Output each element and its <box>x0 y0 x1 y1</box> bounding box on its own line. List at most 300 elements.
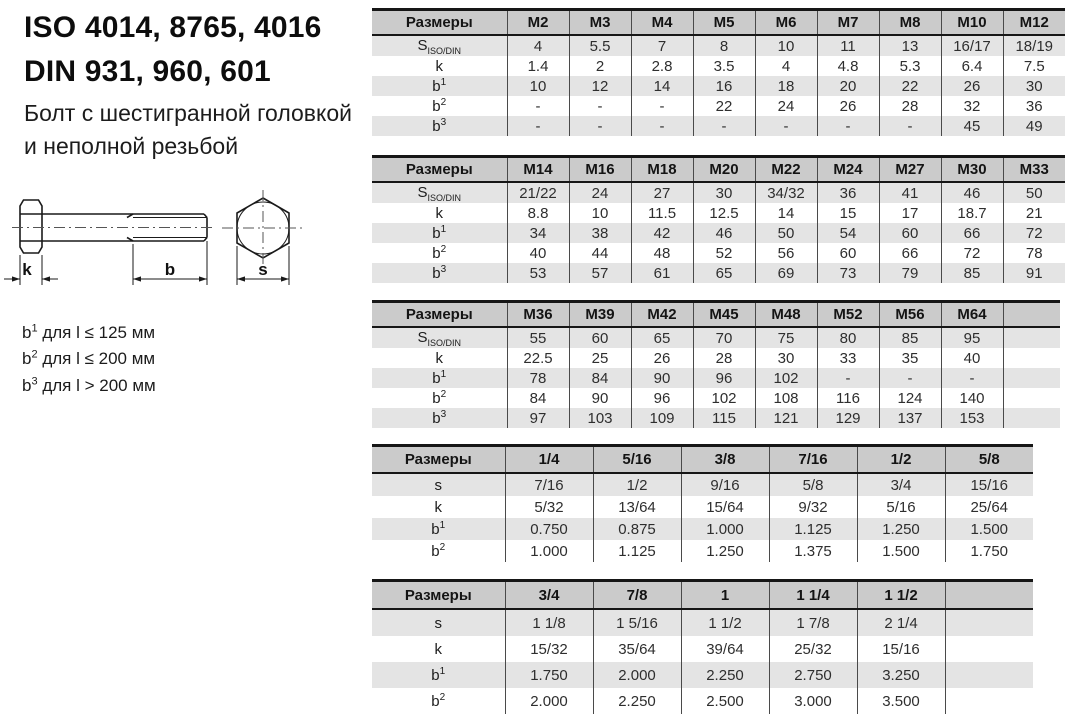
value-cell: 2.000 <box>593 662 681 688</box>
value-cell: 3.500 <box>857 688 945 714</box>
value-cell: 102 <box>693 388 755 408</box>
value-cell: 26 <box>941 76 1003 96</box>
value-cell: - <box>941 368 1003 388</box>
value-cell: 27 <box>631 182 693 203</box>
value-cell: 65 <box>693 263 755 283</box>
table-row <box>372 182 1065 203</box>
dimension-k <box>4 255 58 285</box>
size-column-header: M48 <box>755 302 817 328</box>
row-label: k <box>434 640 442 658</box>
table-row <box>372 540 1033 562</box>
empty-cell <box>945 662 1033 688</box>
value-cell: - <box>755 116 817 136</box>
value-cell: 16/17 <box>941 35 1003 56</box>
value-cell: 53 <box>507 263 569 283</box>
value-cell: 24 <box>569 182 631 203</box>
empty-cell <box>945 636 1033 662</box>
size-column-header: 7/16 <box>769 446 857 474</box>
table-row <box>372 243 1065 263</box>
row-label: k <box>435 57 443 75</box>
size-column-header: M45 <box>693 302 755 328</box>
value-cell: 78 <box>507 368 569 388</box>
size-column-header: M5 <box>693 10 755 36</box>
empty-cell <box>1003 327 1060 348</box>
row-label: $b^2$ <box>431 692 446 710</box>
empty-header-cell <box>1003 302 1060 328</box>
value-cell: 1.750 <box>505 662 593 688</box>
row-label: $S_{ISO/DIN}$ <box>417 328 462 348</box>
value-cell: 54 <box>817 223 879 243</box>
size-column-header: M36 <box>507 302 569 328</box>
empty-cell <box>1003 408 1060 428</box>
value-cell: 46 <box>941 182 1003 203</box>
table-metric-m2-m12 <box>372 8 1065 136</box>
value-cell: 121 <box>755 408 817 428</box>
value-cell: 50 <box>1003 182 1065 203</box>
row-label: s <box>434 614 442 632</box>
size-column-header: M42 <box>631 302 693 328</box>
value-cell: - <box>507 116 569 136</box>
value-cell: 60 <box>569 327 631 348</box>
row-label: $S_{ISO/DIN}$ <box>417 36 462 56</box>
size-column-header: M8 <box>879 10 941 36</box>
value-cell: 6.4 <box>941 56 1003 76</box>
value-cell: 15/32 <box>505 636 593 662</box>
row-label: $b^2$ <box>431 542 446 560</box>
value-cell: 137 <box>879 408 941 428</box>
value-cell: 1 1/2 <box>681 609 769 636</box>
value-cell: 15/16 <box>857 636 945 662</box>
table-row <box>372 348 1060 368</box>
value-cell: 73 <box>817 263 879 283</box>
header-row <box>372 10 1065 36</box>
value-cell: 1.000 <box>681 518 769 540</box>
product-description-line1: Болт с шестигранной головкой <box>24 100 352 126</box>
table-row <box>372 609 1033 636</box>
value-cell: 2 <box>569 56 631 76</box>
value-cell: 102 <box>755 368 817 388</box>
value-cell: 1.500 <box>857 540 945 562</box>
value-cell: 25/32 <box>769 636 857 662</box>
value-cell: 36 <box>1003 96 1065 116</box>
row-label: $b^2$ <box>432 97 447 115</box>
value-cell: 28 <box>693 348 755 368</box>
value-cell: 72 <box>1003 223 1065 243</box>
value-cell: 30 <box>693 182 755 203</box>
value-cell: 35/64 <box>593 636 681 662</box>
value-cell: 60 <box>879 223 941 243</box>
value-cell: 30 <box>1003 76 1065 96</box>
tables-panel <box>372 0 1067 720</box>
value-cell: 22 <box>879 76 941 96</box>
value-cell: 57 <box>569 263 631 283</box>
empty-cell <box>1003 388 1060 408</box>
size-column-header: 5/8 <box>945 446 1033 474</box>
size-column-header: M22 <box>755 157 817 183</box>
value-cell: 2.250 <box>593 688 681 714</box>
value-cell: 109 <box>631 408 693 428</box>
standards-title <box>24 6 322 94</box>
value-cell: 12 <box>569 76 631 96</box>
value-cell: 14 <box>755 203 817 223</box>
size-column-header: M10 <box>941 10 1003 36</box>
value-cell: 1.125 <box>769 518 857 540</box>
value-cell: 45 <box>941 116 1003 136</box>
row-label: $b^1$ <box>432 224 447 242</box>
size-column-header: M7 <box>817 10 879 36</box>
size-column-header: 1 <box>681 581 769 610</box>
value-cell: 21/22 <box>507 182 569 203</box>
table-row <box>372 636 1033 662</box>
value-cell: 103 <box>569 408 631 428</box>
product-description-line2: и неполной резьбой <box>24 132 239 159</box>
value-cell: 1 7/8 <box>769 609 857 636</box>
value-cell: 26 <box>817 96 879 116</box>
value-cell: 7.5 <box>1003 56 1065 76</box>
value-cell: - <box>817 368 879 388</box>
value-cell: 69 <box>755 263 817 283</box>
row-label: $b^1$ <box>431 520 446 538</box>
value-cell: 25 <box>569 348 631 368</box>
row-label: $b^3$ <box>432 409 447 427</box>
table-row <box>372 408 1060 428</box>
value-cell: 129 <box>817 408 879 428</box>
value-cell: 0.875 <box>593 518 681 540</box>
value-cell: - <box>569 96 631 116</box>
value-cell: 4 <box>755 56 817 76</box>
value-cell: 5.3 <box>879 56 941 76</box>
table-row <box>372 116 1065 136</box>
row-label: k <box>435 349 443 367</box>
value-cell: 75 <box>755 327 817 348</box>
table-row <box>372 518 1033 540</box>
value-cell: 2.750 <box>769 662 857 688</box>
value-cell: 35 <box>879 348 941 368</box>
row-label-header: Размеры <box>372 157 507 183</box>
size-column-header: M33 <box>1003 157 1065 183</box>
value-cell: 21 <box>1003 203 1065 223</box>
value-cell: 5/8 <box>769 473 857 496</box>
value-cell: 8 <box>693 35 755 56</box>
row-label: $b^1$ <box>432 369 447 387</box>
value-cell: 61 <box>631 263 693 283</box>
value-cell: 5.5 <box>569 35 631 56</box>
note-b1: $b^1$ для l ≤ 125 мм <box>22 322 156 342</box>
bolt-technical-drawing <box>0 183 330 308</box>
value-cell: 85 <box>941 263 1003 283</box>
row-label: $b^2$ <box>432 389 447 407</box>
table-imperial-threequarter-to-oneandhalf <box>372 579 1033 714</box>
value-cell: 22 <box>693 96 755 116</box>
table-imperial-quarter-to-fiveeighths <box>372 444 1033 562</box>
value-cell: 33 <box>817 348 879 368</box>
value-cell: 34 <box>507 223 569 243</box>
empty-header-cell <box>945 581 1033 610</box>
size-column-header: M12 <box>1003 10 1065 36</box>
size-column-header: 7/8 <box>593 581 681 610</box>
value-cell: 2.000 <box>505 688 593 714</box>
size-column-header: M56 <box>879 302 941 328</box>
table-row <box>372 368 1060 388</box>
empty-cell <box>1003 368 1060 388</box>
value-cell: 1 5/16 <box>593 609 681 636</box>
size-column-header: 3/4 <box>505 581 593 610</box>
value-cell: - <box>879 116 941 136</box>
row-label: $b^1$ <box>432 77 447 95</box>
table-row <box>372 496 1033 518</box>
value-cell: 72 <box>941 243 1003 263</box>
value-cell: 66 <box>879 243 941 263</box>
value-cell: 28 <box>879 96 941 116</box>
value-cell: 36 <box>817 182 879 203</box>
table-row <box>372 56 1065 76</box>
row-label: $b^3$ <box>432 264 447 282</box>
value-cell: 49 <box>1003 116 1065 136</box>
note-b2: $b^2$ для l ≤ 200 мм <box>22 348 156 369</box>
empty-cell <box>945 688 1033 714</box>
note-b2-sup: 2 <box>31 348 38 361</box>
value-cell: 5/16 <box>857 496 945 518</box>
value-cell: 90 <box>631 368 693 388</box>
bolt-side-view <box>4 200 216 285</box>
value-cell: 3/4 <box>857 473 945 496</box>
value-cell: 3.5 <box>693 56 755 76</box>
value-cell: 13/64 <box>593 496 681 518</box>
value-cell: 55 <box>507 327 569 348</box>
value-cell: 1.375 <box>769 540 857 562</box>
dimension-b-label: b <box>164 260 176 279</box>
value-cell: 140 <box>941 388 1003 408</box>
value-cell: 40 <box>507 243 569 263</box>
value-cell: 7 <box>631 35 693 56</box>
value-cell: 3.250 <box>857 662 945 688</box>
dimension-k-label: k <box>22 260 32 279</box>
value-cell: 84 <box>569 368 631 388</box>
value-cell: 115 <box>693 408 755 428</box>
value-cell: 18/19 <box>1003 35 1065 56</box>
row-label: $S_{ISO/DIN}$ <box>417 183 462 203</box>
note-b1-sup: 1 <box>31 322 38 335</box>
value-cell: 80 <box>817 327 879 348</box>
value-cell: 97 <box>507 408 569 428</box>
value-cell: 56 <box>755 243 817 263</box>
dimension-s <box>237 246 289 285</box>
dimension-table <box>372 300 1060 428</box>
size-column-header: M64 <box>941 302 1003 328</box>
value-cell: 96 <box>693 368 755 388</box>
dimension-table <box>372 155 1065 283</box>
value-cell: 4.8 <box>817 56 879 76</box>
value-cell: 9/16 <box>681 473 769 496</box>
value-cell: 1.750 <box>945 540 1033 562</box>
dimension-b <box>133 241 207 285</box>
value-cell: 79 <box>879 263 941 283</box>
value-cell: 11.5 <box>631 203 693 223</box>
value-cell: 1.4 <box>507 56 569 76</box>
table-row <box>372 473 1033 496</box>
value-cell: 70 <box>693 327 755 348</box>
note-b3: $b^3$ для l > 200 мм <box>22 375 156 395</box>
table-row <box>372 688 1033 714</box>
value-cell: 95 <box>941 327 1003 348</box>
size-column-header: 5/16 <box>593 446 681 474</box>
size-column-header: M20 <box>693 157 755 183</box>
table-metric-m14-m33 <box>372 155 1065 283</box>
size-column-header: M27 <box>879 157 941 183</box>
dimension-s-label: s <box>258 260 268 279</box>
value-cell: 7/16 <box>505 473 593 496</box>
value-cell: 42 <box>631 223 693 243</box>
value-cell: 1.125 <box>593 540 681 562</box>
value-cell: 108 <box>755 388 817 408</box>
value-cell: 25/64 <box>945 496 1033 518</box>
size-column-header: M3 <box>569 10 631 36</box>
size-column-header: M4 <box>631 10 693 36</box>
value-cell: 16 <box>693 76 755 96</box>
value-cell: 0.750 <box>505 518 593 540</box>
value-cell: 124 <box>879 388 941 408</box>
header-row <box>372 581 1033 610</box>
value-cell: 15 <box>817 203 879 223</box>
size-column-header: M6 <box>755 10 817 36</box>
value-cell: 8.8 <box>507 203 569 223</box>
value-cell: 13 <box>879 35 941 56</box>
table-row <box>372 35 1065 56</box>
size-column-header: M18 <box>631 157 693 183</box>
din-standards-line: DIN 931, 960, 601 <box>24 55 271 89</box>
size-column-header: 1/4 <box>505 446 593 474</box>
size-column-header: M30 <box>941 157 1003 183</box>
value-cell: 30 <box>755 348 817 368</box>
value-cell: - <box>631 96 693 116</box>
value-cell: 1.000 <box>505 540 593 562</box>
size-column-header: M2 <box>507 10 569 36</box>
value-cell: 2.500 <box>681 688 769 714</box>
size-column-header: 1 1/2 <box>857 581 945 610</box>
table-row <box>372 96 1065 116</box>
value-cell: - <box>507 96 569 116</box>
value-cell: - <box>569 116 631 136</box>
value-cell: 10 <box>755 35 817 56</box>
dimension-table <box>372 579 1033 714</box>
empty-cell <box>1003 348 1060 368</box>
value-cell: 48 <box>631 243 693 263</box>
row-label: k <box>435 204 443 222</box>
size-column-header: M14 <box>507 157 569 183</box>
table-row <box>372 327 1060 348</box>
value-cell: 85 <box>879 327 941 348</box>
value-cell: 60 <box>817 243 879 263</box>
value-cell: 39/64 <box>681 636 769 662</box>
value-cell: 91 <box>1003 263 1065 283</box>
value-cell: 2.250 <box>681 662 769 688</box>
value-cell: 40 <box>941 348 1003 368</box>
row-label: $b^2$ <box>432 244 447 262</box>
value-cell: 32 <box>941 96 1003 116</box>
row-label-header: Размеры <box>372 302 507 328</box>
value-cell: 26 <box>631 348 693 368</box>
row-label-header: Размеры <box>372 446 505 474</box>
value-cell: 20 <box>817 76 879 96</box>
value-cell: 1/2 <box>593 473 681 496</box>
value-cell: 24 <box>755 96 817 116</box>
value-cell: 116 <box>817 388 879 408</box>
table-row <box>372 203 1065 223</box>
value-cell: 18.7 <box>941 203 1003 223</box>
value-cell: 15/64 <box>681 496 769 518</box>
value-cell: 34/32 <box>755 182 817 203</box>
header-row <box>372 157 1065 183</box>
product-description <box>24 97 352 162</box>
value-cell: 90 <box>569 388 631 408</box>
header-row <box>372 446 1033 474</box>
value-cell: 3.000 <box>769 688 857 714</box>
row-label: $b^3$ <box>432 117 447 135</box>
value-cell: 1.250 <box>681 540 769 562</box>
value-cell: 1.250 <box>857 518 945 540</box>
table-row <box>372 223 1065 243</box>
value-cell: - <box>631 116 693 136</box>
empty-cell <box>945 609 1033 636</box>
value-cell: 15/16 <box>945 473 1033 496</box>
row-label-header: Размеры <box>372 581 505 610</box>
value-cell: 66 <box>941 223 1003 243</box>
value-cell: 18 <box>755 76 817 96</box>
dimension-table <box>372 8 1065 136</box>
value-cell: 65 <box>631 327 693 348</box>
row-label: k <box>434 498 442 516</box>
size-column-header: 1 1/4 <box>769 581 857 610</box>
value-cell: - <box>693 116 755 136</box>
size-column-header: 1/2 <box>857 446 945 474</box>
table-row <box>372 76 1065 96</box>
value-cell: 46 <box>693 223 755 243</box>
value-cell: 78 <box>1003 243 1065 263</box>
value-cell: 2.8 <box>631 56 693 76</box>
bolt-head-profile <box>20 200 42 253</box>
table-row <box>372 662 1033 688</box>
size-column-header: M52 <box>817 302 879 328</box>
value-cell: 38 <box>569 223 631 243</box>
size-column-header: M16 <box>569 157 631 183</box>
note-b3-sup: 3 <box>31 375 38 388</box>
value-cell: 50 <box>755 223 817 243</box>
value-cell: 12.5 <box>693 203 755 223</box>
value-cell: 10 <box>507 76 569 96</box>
value-cell: 9/32 <box>769 496 857 518</box>
row-label: s <box>434 476 442 494</box>
value-cell: 1.500 <box>945 518 1033 540</box>
thread-length-notes <box>22 320 156 399</box>
value-cell: 2 1/4 <box>857 609 945 636</box>
value-cell: 44 <box>569 243 631 263</box>
size-column-header: 3/8 <box>681 446 769 474</box>
value-cell: 11 <box>817 35 879 56</box>
dimension-table <box>372 444 1033 562</box>
value-cell: 153 <box>941 408 1003 428</box>
value-cell: 17 <box>879 203 941 223</box>
value-cell: 41 <box>879 182 941 203</box>
value-cell: 52 <box>693 243 755 263</box>
value-cell: 10 <box>569 203 631 223</box>
value-cell: 4 <box>507 35 569 56</box>
value-cell: 96 <box>631 388 693 408</box>
table-row <box>372 263 1065 283</box>
value-cell: - <box>817 116 879 136</box>
row-label-header: Размеры <box>372 10 507 36</box>
bolt-end-view <box>222 190 304 285</box>
size-column-header: M24 <box>817 157 879 183</box>
